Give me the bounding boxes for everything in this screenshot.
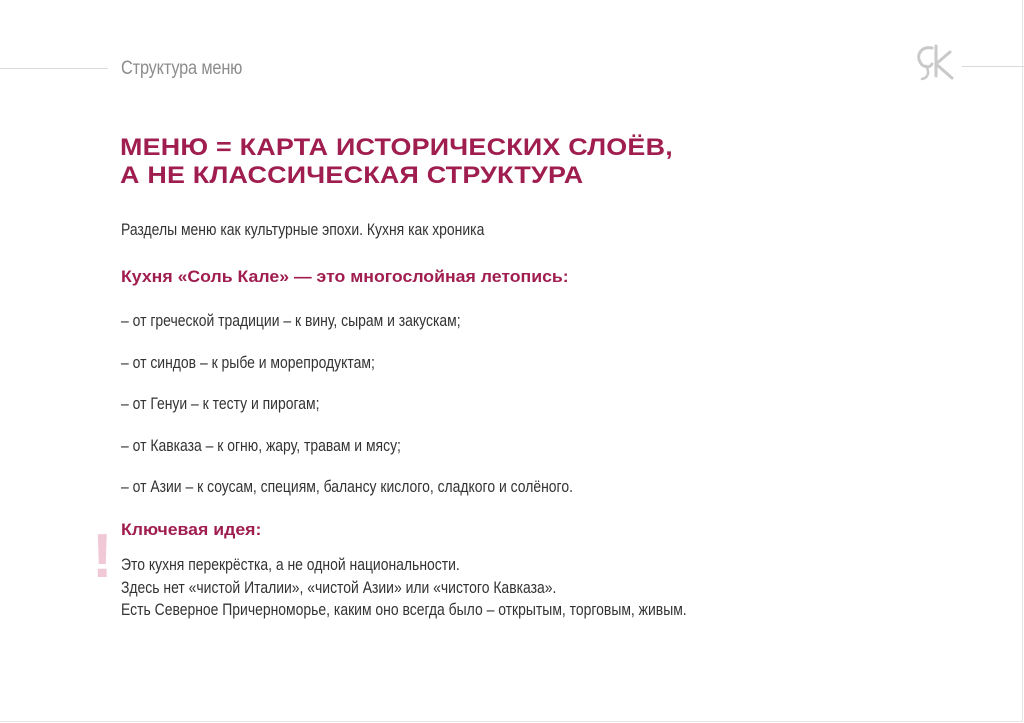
list-item: – от синдов – к рыбе и морепродуктам; — [121, 352, 375, 372]
layers-heading: Кухня «Соль Кале» — это многослойная летопись: — [121, 267, 569, 286]
list-item: – от Азии – к соусам, специям, балансу кислого, сладкого и солёного. — [121, 477, 573, 496]
key-idea-line: Есть Северное Причерноморье, каким оно всегда было – открытым, торговым, живым. — [121, 600, 687, 619]
list-item: – от Кавказа – к огню, жару, травам и мясу; — [121, 435, 401, 455]
section-label: Структура меню — [121, 58, 243, 79]
key-idea-line: Это кухня перекрёстка, а не одной национальности. — [121, 555, 460, 574]
title-line-2: А НЕ КЛАССИЧЕСКАЯ СТРУКТУРА — [120, 162, 584, 189]
sk-monogram-logo-icon — [912, 42, 956, 82]
key-idea-line: Здесь нет «чистой Италии», «чистой Азии» или «чистого Кавказа». — [121, 577, 557, 597]
header-divider-left — [0, 68, 108, 69]
subtitle: Разделы меню как культурные эпохи. Кухня как хроника — [121, 220, 485, 239]
header-divider-right — [962, 66, 1024, 67]
key-idea-text — [121, 554, 687, 622]
exclamation-icon: ! — [92, 522, 113, 591]
list-item: – от Генуи – к тесту и пирогам; — [121, 394, 320, 413]
key-idea-heading: Ключевая идея: — [121, 520, 262, 539]
page-title — [120, 134, 673, 190]
layers-list — [121, 311, 672, 519]
list-item: – от греческой традиции – к вину, сырам и закускам; — [121, 311, 461, 330]
title-line-1: МЕНЮ = КАРТА ИСТОРИЧЕСКИХ СЛОЁВ, — [120, 134, 673, 161]
